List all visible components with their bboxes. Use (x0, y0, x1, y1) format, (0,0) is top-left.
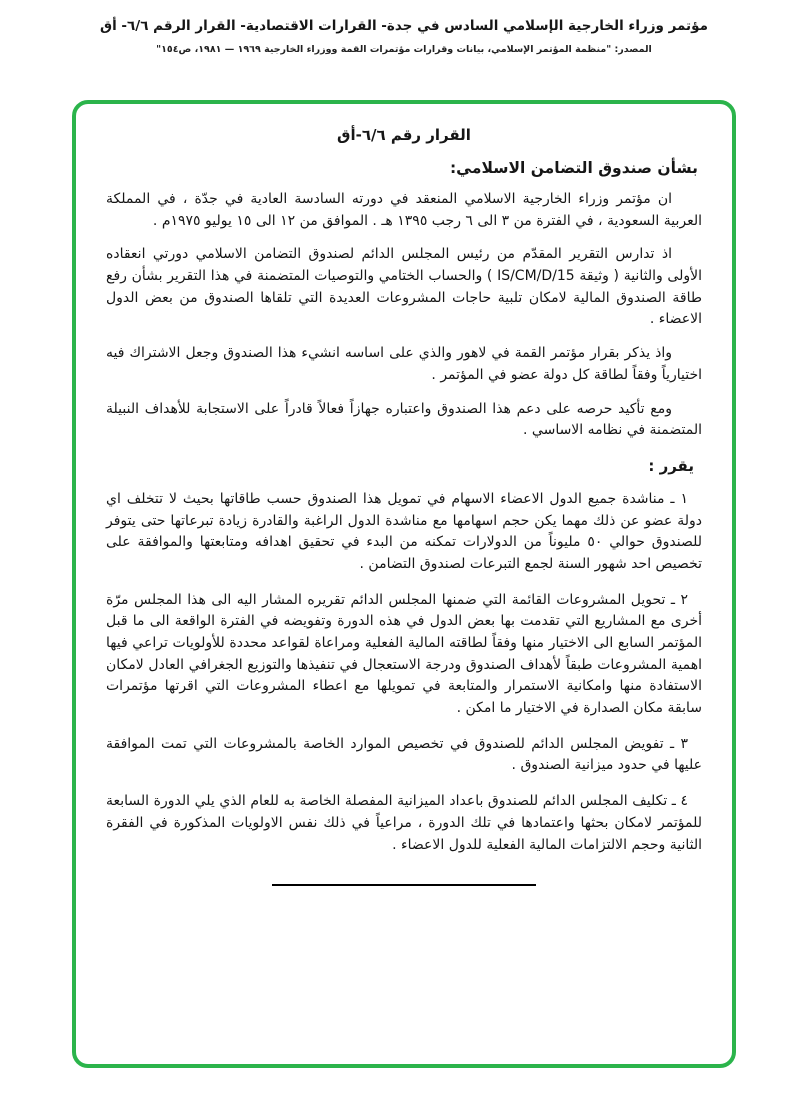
decision-item: ٢ ـ تحويل المشروعات القائمة التي ضمنها المجلس الدائم تقريره المشار اليه الى هذا المجلس مرّة أخرى مع المشاريع التي تقدمت بها بعض الدول في هذه الدورة وتفويضه في الفترة الواقعة الى ما قبل المؤتمر السابع الى الاختيار منها وفقاً لطاقته المالية الفعلية ومراعاة لقواعد محددة للأولويات تراعي فيها اهمية المشروعات طبقاً لأهداف الصندوق ودرجة الاستعجال في تنفيذها والتوزيع الجغرافي العادل لامكان الاستفادة منها وامكانية الاستمرار والمتابعة في تمويلها مع اعطاء المشروعات التي اقرتها مؤتمرات سابقة مكان الصدارة في الاختيار ما امكن . (106, 591, 702, 717)
preamble-paragraph: اذ تدارس التقرير المقدّم من رئيس المجلس الدائم لصندوق التضامن الاسلامي دورتي انعقاده الأولى والثانية ( وثيقة IS/CM/D/15 ) والحساب الختامي والتوصيات المتضمنة في هذا التقرير بشأن رفع طاقة الصندوق المالية لامكان تلبية حاجات المشروعات العديدة التي تلقاها الصندوق من بعض الدول الاعضاء . (106, 246, 702, 328)
preamble-paragraph: ان مؤتمر وزراء الخارجية الاسلامي المنعقد في دورته السادسة العادية في جدّة ، في المملكة العربية السعودية ، في الفترة من ٣ الى ٦ رجب ١٣٩٥ هـ . الموافق من ١٢ الى ١٥ يوليو ١٩٧٥م . (106, 191, 702, 229)
resolution-subject: بشأن صندوق التضامن الاسلامي: (449, 159, 698, 177)
header-citation-line: مؤتمر وزراء الخارجية الإسلامي السادس في جدة- القرارات الاقتصادية- القرار الرقم ٦/٦- أق (100, 18, 708, 34)
footer-divider (272, 884, 536, 886)
preamble-paragraph: واذ يذكر بقرار مؤتمر القمة في لاهور والذي على اساسه انشيء هذا الصندوق وجعل الاشتراك فيه اختيارياً وفقاً لطاقة كل دولة عضو في المؤتمر . (106, 345, 702, 383)
decision-item: ١ ـ مناشدة جميع الدول الاعضاء الاسهام في تمويل هذا الصندوق حسب طاقاتها بحيث لا تتخلف اي دولة عضو عن ذلك مهما يكن حجم اسهامها مع مناشدة الدول الراغبة والقادرة زيادة تبرعاتها حتى يتوفر للصندوق حوالي ٥٠ مليوناً من الدولارات تمكنه من البدء في تحقيق اهدافه ومتابعتها والموافقة على تخصيص احد شهور السنة لجمع التبرعات لصندوق التضامن . (106, 490, 702, 572)
header-source-line: المصدر: "منظمة المؤتمر الإسلامي، بيانات وقرارات مؤتمرات القمة ووزراء الخارجية ١٩٦٩ — ١٩٨١، ص١٥٤" (156, 44, 652, 55)
decision-item: ٤ ـ تكليف المجلس الدائم للصندوق باعداد الميزانية المفصلة الخاصة به للعام الذي يلي الدورة السابعة للمؤتمر لامكان بحثها واعتمادها في تلك الدورة ، مراعياً في ذلك نفس الاولويات المذكورة في الفقرة الثانية وحجم الالتزامات المالية الفعلية للدول الاعضاء . (106, 793, 702, 853)
decision-item: ٣ ـ تفويض المجلس الدائم للصندوق في تخصيص الموارد الخاصة بالمشروعات التي تمت الموافقة عليها في حدود ميزانية الصندوق . (106, 735, 702, 774)
page-header (20, 18, 788, 55)
resolution-title: القرار رقم ٦/٦-أق (337, 126, 471, 144)
resolution-document-frame (72, 100, 736, 1068)
preamble-paragraph: ومع تأكيد حرصه على دعم هذا الصندوق واعتباره جهازاً فعالاً قادراً على الاستجابة للأهداف النبيلة المتضمنة في نظامه الاساسي . (106, 400, 702, 439)
decides-label: يقرر : (648, 456, 694, 475)
